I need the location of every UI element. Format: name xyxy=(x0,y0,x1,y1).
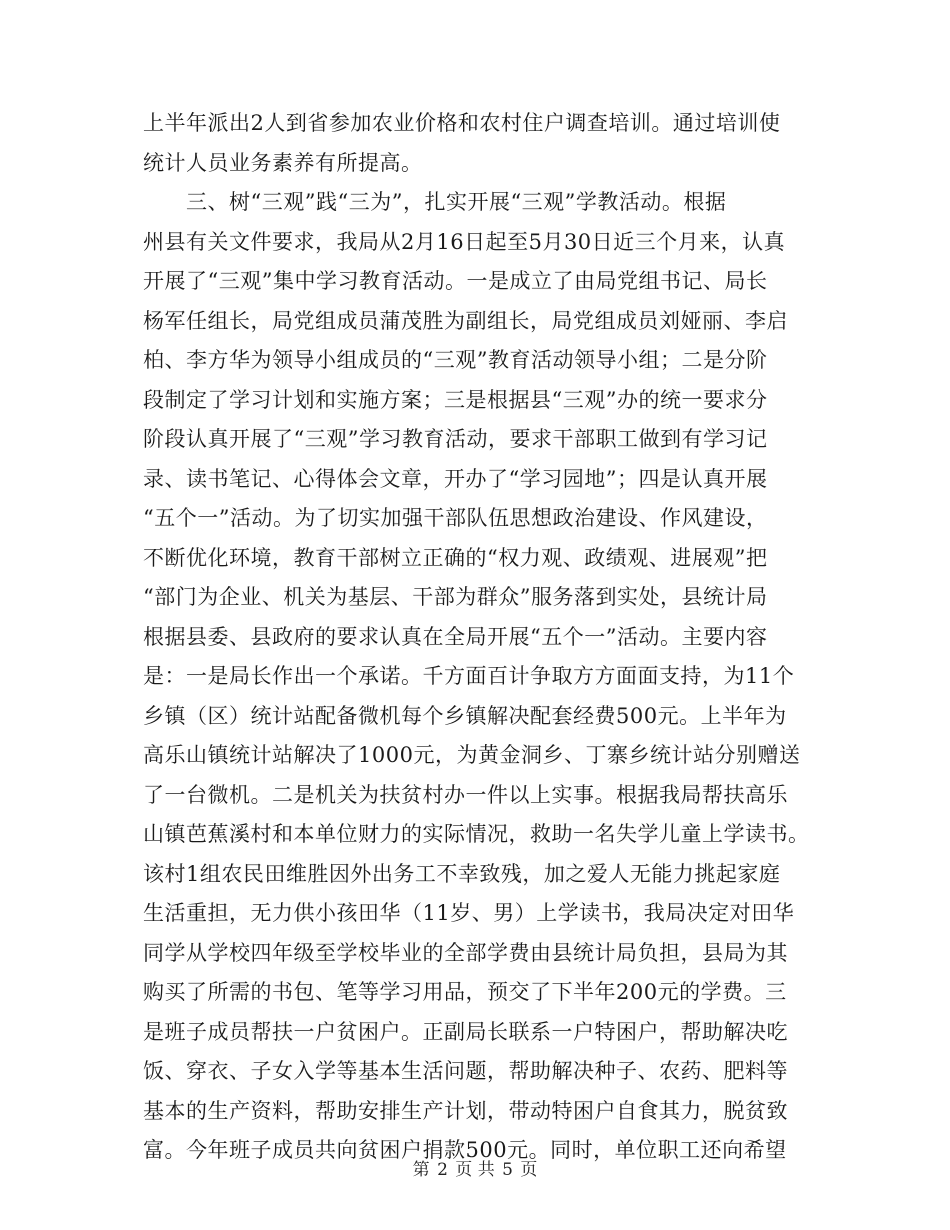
text-line: 了一台微机。二是机关为扶贫村办一件以上实事。根据我局帮扶高乐 xyxy=(143,782,788,807)
text-line: 基本的生产资料，帮助安排生产计划，带动特困户自食其力，脱贫致 xyxy=(143,1098,788,1123)
text-line: 杨军任组长，局党组成员蒲茂胜为副组长，局党组成员刘娅丽、李启 xyxy=(143,308,788,333)
text-line: 统计人员业务素养有所提高。 xyxy=(143,150,423,175)
text-line: 是班子成员帮扶一户贫困户。正副局长联系一户特困户，帮助解决吃 xyxy=(143,1019,788,1044)
page-footer xyxy=(0,1155,950,1180)
text-line: 该村1组农民田维胜因外出务工不幸致残，加之爱人无能力挑起家庭 xyxy=(143,861,781,886)
text-line: 根据县委、县政府的要求认真在全局开展“五个一”活动。主要内容 xyxy=(143,624,768,649)
page-label-suffix: 页 xyxy=(520,1160,538,1180)
text-line: 段制定了学习计划和实施方案；三是根据县“三观”办的统一要求分 xyxy=(143,387,768,412)
page-label-mid: 页 共 xyxy=(455,1160,495,1180)
text-line: “五个一”活动。为了切实加强干部队伍思想政治建设、作风建设， xyxy=(143,506,768,530)
text-line: “部门为企业、机关为基层、干部为群众”服务落到实处，县统计局 xyxy=(143,585,768,609)
text-line: 生活重担，无力供小孩田华（11岁、男）上学读书，我局决定对田华 xyxy=(143,901,795,925)
text-line: 柏、李方华为领导小组成员的“三观”教育活动领导小组；二是分阶 xyxy=(143,348,768,372)
text-line: 州县有关文件要求，我局从2月16日起至5月30日近三个月来，认真 xyxy=(143,229,786,254)
text-line: 山镇芭蕉溪村和本单位财力的实际情况，救助一名失学儿童上学读书。 xyxy=(143,822,810,846)
page-label-prefix: 第 xyxy=(412,1160,430,1180)
text-line: 购买了所需的书包、笔等学习用品，预交了下半年200元的学费。三 xyxy=(143,980,787,1004)
text-line: 乡镇（区）统计站配备微机每个乡镇解决配套经费500元。上半年为 xyxy=(143,703,787,728)
text-line: 同学从学校四年级至学校毕业的全部学费由县统计局负担，县局为其 xyxy=(143,940,788,965)
text-line: 上半年派出2人到省参加农业价格和农村住户调查培训。通过培训使 xyxy=(143,111,781,135)
text-line: 不断优化环境，教育干部树立正确的“权力观、政绩观、进展观”把 xyxy=(143,545,768,570)
text-line: 高乐山镇统计站解决了1000元，为黄金洞乡、丁寨乡统计站分别赠送 xyxy=(143,743,801,767)
text-line: 阶段认真开展了“三观”学习教育活动，要求干部职工做到有学习记 xyxy=(143,427,768,451)
current-page-number: 2 xyxy=(437,1160,448,1180)
text-line: 是：一是局长作出一个承诺。千方面百计争取方方面面支持，为11个 xyxy=(143,664,795,688)
text-line: 富。今年班子成员共向贫困户捐款500元。同时，单位职工还向希望 xyxy=(143,1138,787,1162)
text-line: 三、树“三观”践“三为”，扎实开展“三观”学教活动。根据 xyxy=(143,190,727,214)
text-line: 录、读书笔记、心得体会文章，开办了“学习园地”；四是认真开展 xyxy=(143,466,768,491)
body-text xyxy=(143,104,810,1171)
text-line: 开展了“三观”集中学习教育活动。一是成立了由局党组书记、局长 xyxy=(143,269,768,293)
text-line: 饭、穿衣、子女入学等基本生活问题，帮助解决种子、农药、肥料等 xyxy=(143,1059,788,1083)
total-pages-number: 5 xyxy=(502,1160,513,1180)
